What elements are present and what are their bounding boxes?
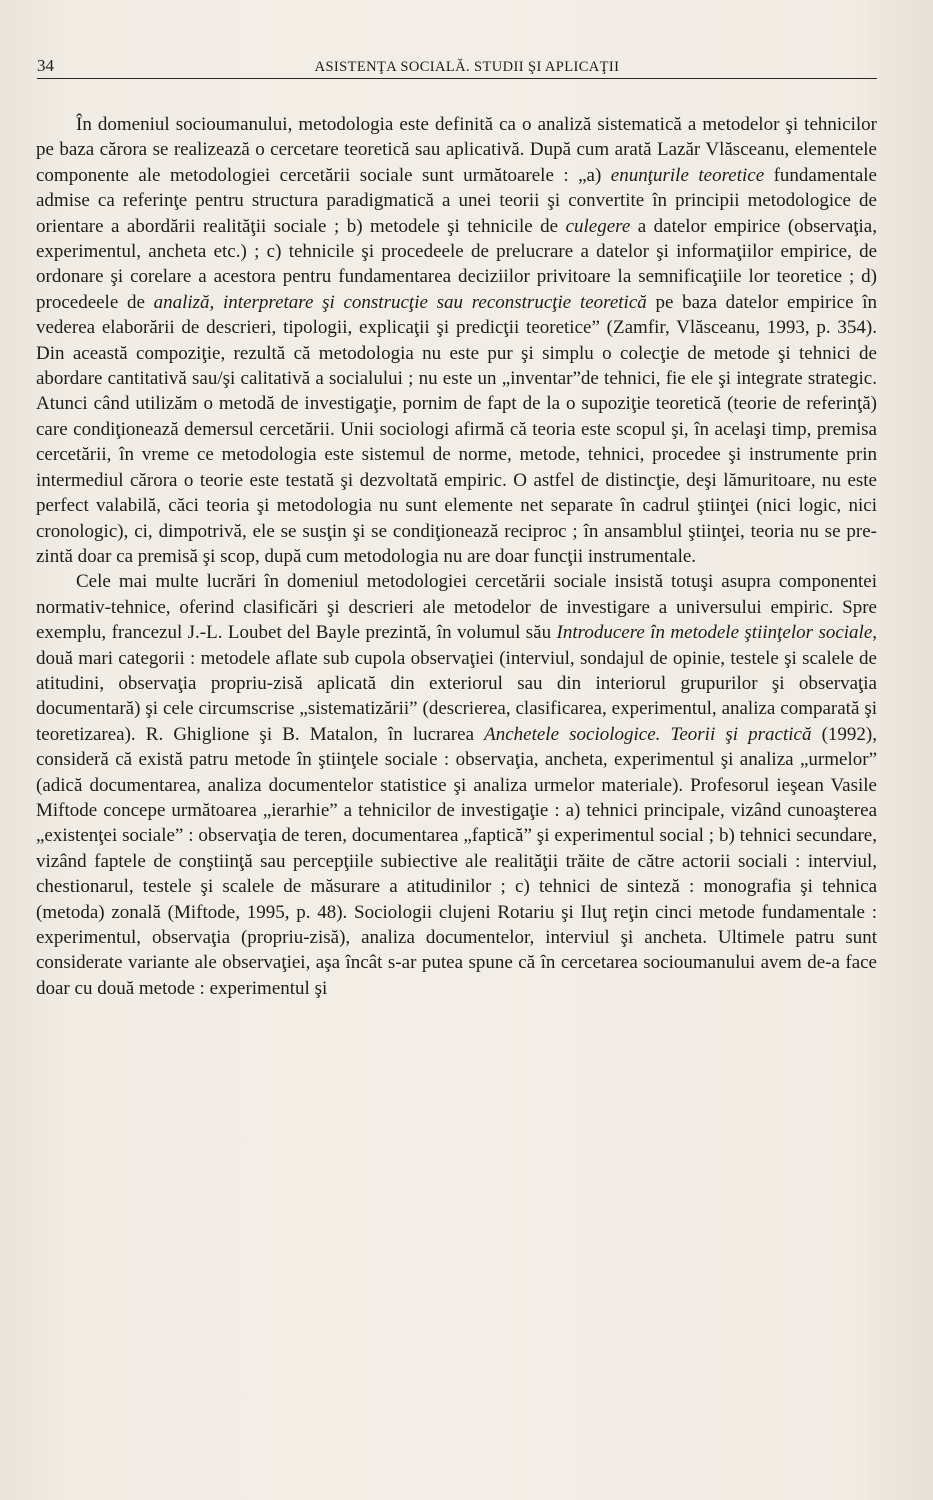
running-header [37, 56, 877, 79]
italic-term: analiză, interpretare şi construcţie sau reconstrucţie teoretică [153, 291, 647, 313]
running-title: ASISTENŢA SOCIALĂ. STUDII ŞI APLICAŢII [314, 59, 620, 75]
italic-term: culegere [565, 215, 631, 237]
italic-book-title: Anchetele sociologice. Teorii şi practică [484, 723, 812, 745]
text-run: În domeniul socioumanului, metodologia este definită ca o analiză sistematică a metodelor şi tehnicilor pe baza cărora se realizează o cercetare teoretică sau aplicativă. După cum arată Lazăr Vlăsceanu, elementele componente ale metodologiei cercetării sociale sunt următoarele : „a) [36, 114, 877, 186]
body-text [36, 112, 877, 1001]
text-run: fundamentale admise ca referinţe pentru structura paradigmatică a unei teorii şi convertite în principii metodologice de orientare a abordării realităţii sociale ; b) metodele şi tehnicile de [36, 164, 877, 237]
text-run: , două mari categorii : metodele aflate sub cupola observaţiei (interviul, sondajul de opinie, testele şi scalele de atitudini, observaţia propriu-zisă aplicată din exteriorul sau din interiorul grupurilor şi observaţia documentară) şi cele circumscrise „sistematizării” (descrierea, clasificarea, experimentul, analiza comparată şi teoretizarea). R. Ghiglione şi B. Matalon, în lucrarea [36, 622, 878, 745]
page-number: 34 [37, 56, 54, 75]
paragraph-1 [36, 112, 877, 569]
italic-term: enunţurile teoretice [610, 164, 765, 186]
paragraph-2 [36, 569, 877, 1001]
text-run: pe baza datelor empirice în vederea elaborării de descrieri, tipologii, explicaţii şi predicţii teoretice” (Zamfir, Vlăsceanu, 1993, p. 354). Din această compoziţie, rezultă că metodologia nu este pur şi simplu o colecţie de metode şi tehnici de abordare cantitativă sau/şi calitativă a socialului ; nu este un „inventar”de tehnici, fie ele şi integrate strategic. Atunci când utilizăm o metodă de investigaţie, pornim de fapt de la o supoziţie teoretică (teorie de referinţă) care condiţionează demersul cercetării. Unii sociologi afirmă că teoria este scopul şi, în acelaşi timp, premisa cercetării, în vreme ce metodologia este sistemul de norme, metode, tehnici, procedee şi instrumente prin intermediul cărora o teorie este testată şi dezvoltată empiric. O astfel de distincţie, deşi lămuritoare, nu este perfect valabilă, căci teoria şi metodologia nu sunt elemente net separate în cadrul ştiinţei (nici logic, nici cronologic), ci, dimpotrivă, ele se susţin şi se condiţionează reciproc ; în ansamblul ştiinţei, teoria nu se prezintă doar ca premisă şi scop, după cum metodologia nu are doar funcţii instrumentale. [36, 291, 877, 567]
text-run: (1992), consideră că există patru metode în ştiinţele sociale : observaţia, ancheta, experimentul şi analiza „urmelor” (adică documentarea, analiza documentelor statistice şi analiza urmelor materiale). Profesorul ieşean Vasile Miftode concepe următoarea „ierarhie” a tehnicilor de investigaţie : a) tehnici principale, vizând cunoaşterea „existenţei sociale” : observaţia de teren, documentarea „faptică” şi experimentul social ; b) tehnici secundare, vizând faptele de conştiinţă sau percepţiile subiective ale realităţii trăite de către actorii sociali : interviul, chestionarul, testele şi scalele de măsurare a atitudinilor ; c) tehnici de sinteză : monografia şi tehnica (metoda) zonală (Miftode, 1995, p. 48). Sociologii clujeni Rotariu şi Iluţ reţin cinci metode fundamentale : experimentul, observaţia (propriu-zisă), analiza documentelor, interviul şi ancheta. Ultimele patru sunt considerate variante ale observaţiei, aşa încât s-ar putea spune că în cercetarea socioumanului avem de-a face doar cu două metode : experimentul şi [36, 723, 877, 999]
text-run: a datelor empirice (observaţia, experimentul, ancheta etc.) ; c) tehnicile şi procedeele de prelucrare a datelor şi informaţiilor empirice, de ordonare şi corelare a acestora pentru fundamentarea deciziilor privitoare la semnificaţiile lor teoretice ; d) procedeele de [36, 215, 877, 313]
italic-book-title: Introducere în metodele ştiinţelor sociale [556, 622, 873, 644]
text-run: Cele mai multe lucrări în domeniul metodologiei cercetării sociale insistă totuşi asupra componentei normativ-tehnice, oferind clasificări şi descrieri ale metodelor de investigare a universului empiric. Spre exemplu, francezul J.-L. Loubet del Bayle prezintă, în volumul său [36, 571, 877, 644]
